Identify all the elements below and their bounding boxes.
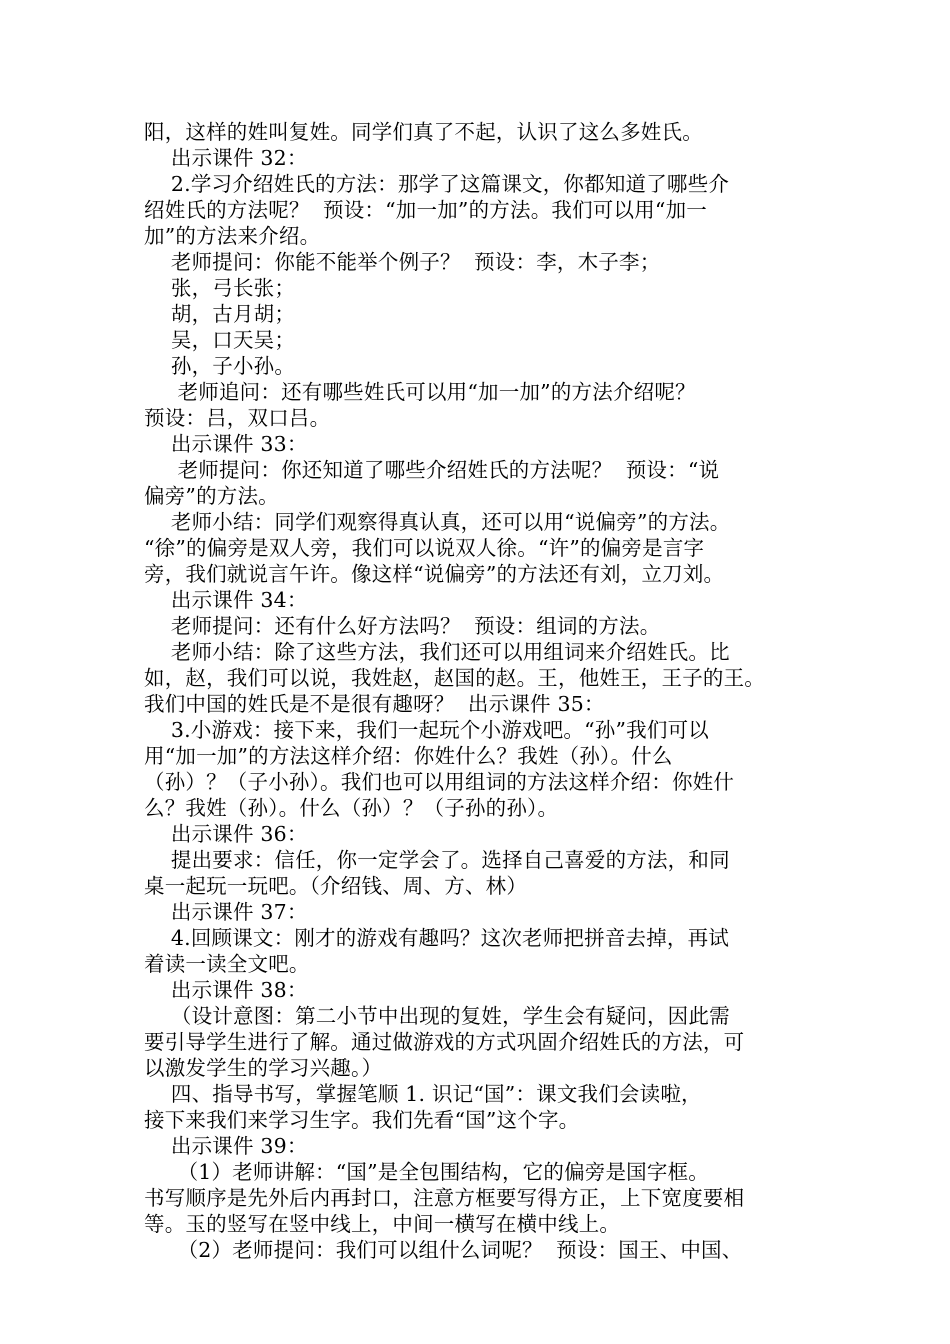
text-line: （1）老师讲解：“国”是全包围结构，它的偏旁是国字框。 xyxy=(144,1160,709,1184)
text-line: 出示课件 37： xyxy=(144,900,308,924)
text-line: 绍姓氏的方法呢？ 预设：“加一加”的方法。我们可以用“加一 xyxy=(144,198,707,222)
text-line: 3.小游戏：接下来，我们一起玩个小游戏吧。“孙”我们可以 xyxy=(144,718,709,742)
text-line: 4.回顾课文：刚才的游戏有趣吗？这次老师把拼音去掉，再试 xyxy=(144,926,730,950)
text-line: 吴，口天吴； xyxy=(144,328,296,352)
text-line: 出示课件 32： xyxy=(144,146,308,170)
text-line: 要引导学生进行了解。通过做游戏的方式巩固介绍姓氏的方法，可 xyxy=(144,1030,745,1054)
text-line: 桌一起玩一玩吧。（介绍钱、周、方、林） xyxy=(144,874,528,898)
text-line: 孙，子小孙。 xyxy=(144,354,296,378)
text-line: 偏旁”的方法。 xyxy=(144,484,279,508)
text-line: 着读一读全文吧。 xyxy=(144,952,310,976)
text-line: 接下来我们来学习生字。我们先看“国”这个字。 xyxy=(144,1108,580,1132)
text-line: 老师提问：还有什么好方法吗？ 预设：组词的方法。 xyxy=(144,614,661,638)
text-line: 用“加一加”的方法这样介绍：你姓什么？我姓（孙）。什么 xyxy=(144,744,673,768)
text-line: 出示课件 38： xyxy=(144,978,308,1002)
text-line: 我们中国的姓氏是不是很有趣呀？ 出示课件 35： xyxy=(144,692,605,716)
text-line: 老师小结：除了这些方法，我们还可以用组词来介绍姓氏。比 xyxy=(144,640,730,664)
text-line: 么？我姓（孙）。什么（孙）？（子孙的孙）。 xyxy=(144,796,559,820)
text-line: 如，赵，我们可以说，我姓赵，赵国的赵。王，他姓王，王子的王。 xyxy=(144,666,765,690)
text-line: “徐”的偏旁是双人旁，我们可以说双人徐。“许”的偏旁是言字 xyxy=(144,536,705,560)
text-line: 出示课件 34： xyxy=(144,588,308,612)
text-line: 出示课件 33： xyxy=(144,432,308,456)
text-line: 出示课件 39： xyxy=(144,1134,308,1158)
text-line: 2.学习介绍姓氏的方法：那学了这篇课文，你都知道了哪些介 xyxy=(144,172,730,196)
text-line: 以激发学生的学习兴趣。） xyxy=(144,1056,383,1080)
text-line: 出示课件 36： xyxy=(144,822,308,846)
text-line: 预设：吕，双口吕。 xyxy=(144,406,331,430)
text-line: 阳，这样的姓叫复姓。同学们真了不起，认识了这么多姓氏。 xyxy=(144,120,703,144)
text-line: 书写顺序是先外后内再封口，注意方框要写得方正，上下宽度要相 xyxy=(144,1186,745,1210)
text-line: 加”的方法来介绍。 xyxy=(144,224,321,248)
text-line: 旁，我们就说言午许。像这样“说偏旁”的方法还有刘，立刀刘。 xyxy=(144,562,725,586)
text-line: （2）老师提问：我们可以组什么词呢？ 预设：国王、中国、 xyxy=(144,1238,743,1262)
text-line: 四、指导书写，掌握笔顺 1. 识记“国”：课文我们会读啦， xyxy=(144,1082,702,1106)
text-line: 老师提问：你能不能举个例子？ 预设：李，木子李； xyxy=(144,250,661,274)
text-line: 等。玉的竖写在竖中线上，中间一横写在横中线上。 xyxy=(144,1212,621,1236)
text-line: 老师追问：还有哪些姓氏可以用“加一加”的方法介绍呢？ xyxy=(144,380,696,404)
text-line: 胡，古月胡； xyxy=(144,302,296,326)
text-line: 老师提问：你还知道了哪些介绍姓氏的方法呢？ 预设：“说 xyxy=(144,458,720,482)
text-line: 提出要求：信任，你一定学会了。选择自己喜爱的方法，和同 xyxy=(144,848,730,872)
text-line: 老师小结：同学们观察得真认真，还可以用“说偏旁”的方法。 xyxy=(144,510,731,534)
text-line: （设计意图：第二小节中出现的复姓，学生会有疑问，因此需 xyxy=(144,1004,730,1028)
text-line: 张，弓长张； xyxy=(144,276,296,300)
text-line: （孙）？（子小孙）。我们也可以用组词的方法这样介绍：你姓什 xyxy=(144,770,735,794)
